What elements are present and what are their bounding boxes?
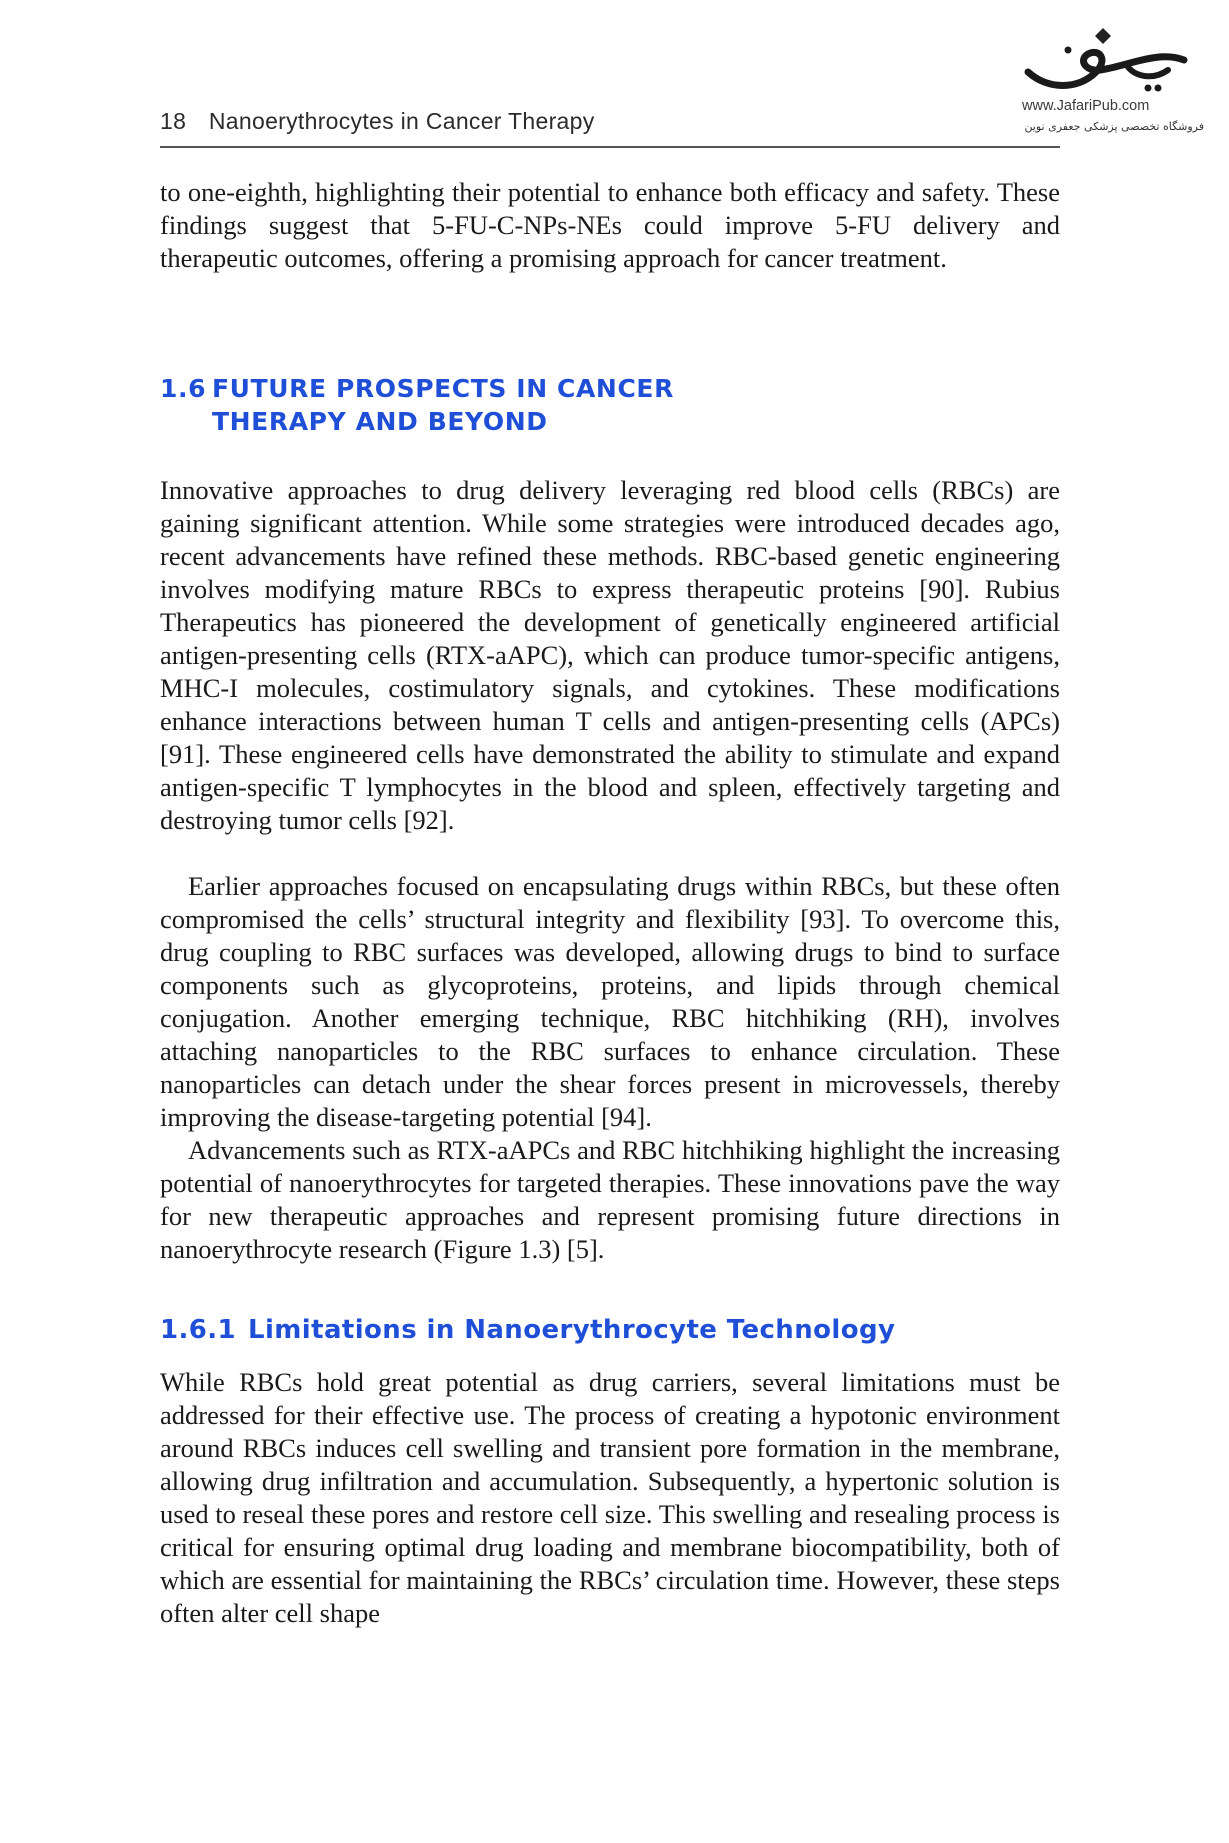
paragraph-encapsulation: Earlier approaches focused on encapsulating drugs within RBCs, but these often compromised the cells’ structural integrity and flexibility [93]. To overcome this, drug coupling to RBC surfaces was developed, allowing drugs to bind to surface components such as glycoproteins, proteins, and lipids through chemical conjugation. Another emerging technique, RBC hitchhiking (RH), involves attaching nanoparticles to the RBC surfaces to enhance circulation. These nanoparticles can detach under the shear forces present in microvessels, thereby improving the disease-targeting potential [94]. [160,871,1060,1132]
header-rule [160,146,1060,148]
paragraph-intro: Innovative approaches to drug delivery leveraging red blood cells (RBCs) are gaining significant attention. While some strategies were introduced decades ago, recent advancements have refined these methods. RBC-based genetic engineering involves modifying mature RBCs to express therapeutic proteins [90]. Rubius Therapeutics has pioneered the development of genetically engineered artificial antigen-presenting cells (RTX-aAPC), which can produce tumor-specific antigens, MHC-I molecules, costimulatory signals, and cytokines. These modifications enhance interactions between human T cells and antigen-presenting cells (APCs) [91]. These engineered cells have demonstrated the ability to stimulate and expand antigen-specific T lymphocytes in the blood and spleen, effectively targeting and destroying tumor cells [92]. [160,475,1060,835]
paragraph-continuation: to one-eighth, highlighting their potential to enhance both efficacy and safety. These findings suggest that 5-FU-C-NPs-NEs could improve 5-FU delivery and therapeutic outcomes, offering a promising approach for cancer treatment. [160,177,1060,273]
paragraph-advancements: Advancements such as RTX-aAPCs and RBC hitchhiking highlight the increasing potential of nanoerythrocytes for targeted therapies. These innovations pave the way for new therapeutic approaches and represent promising future directions in nanoerythrocyte research (Figure 1.3) [5]. [160,1135,1060,1264]
section-title-line2: THERAPY AND BEYOND [212,407,548,436]
subsection-number: 1.6.1 [160,1315,237,1345]
running-title: Nanoerythrocytes in Cancer Therapy [208,108,595,134]
publisher-watermark [1008,20,1208,140]
calligraphy-logo-icon [1008,20,1198,98]
page-number: 18 [160,108,187,134]
running-header [160,108,1060,135]
section-heading [160,372,674,438]
watermark-store-name: فروشگاه تخصصی پزشکی جعفری نوین [1024,120,1204,133]
subsection-heading [160,1313,895,1347]
watermark-url: www.JafariPub.com [1022,98,1150,114]
section-number: 1.6 [160,374,207,403]
section-title-line1: FUTURE PROSPECTS IN CANCER [212,374,674,403]
subsection-title: Limitations in Nanoerythrocyte Technology [248,1315,896,1345]
paragraph-limitations: While RBCs hold great potential as drug carriers, several limitations must be addressed for their effective use. The process of creating a hypotonic environment around RBCs induces cell swelling and transient pore formation in the membrane, allowing drug infiltration and accumulation. Subsequently, a hypertonic solution is used to reseal these pores and restore cell size. This swelling and resealing process is critical for ensuring optimal drug loading and membrane biocompatibility, both of which are essential for maintaining the RBCs’ circulation time. However, these steps often alter cell shape [160,1367,1060,1628]
